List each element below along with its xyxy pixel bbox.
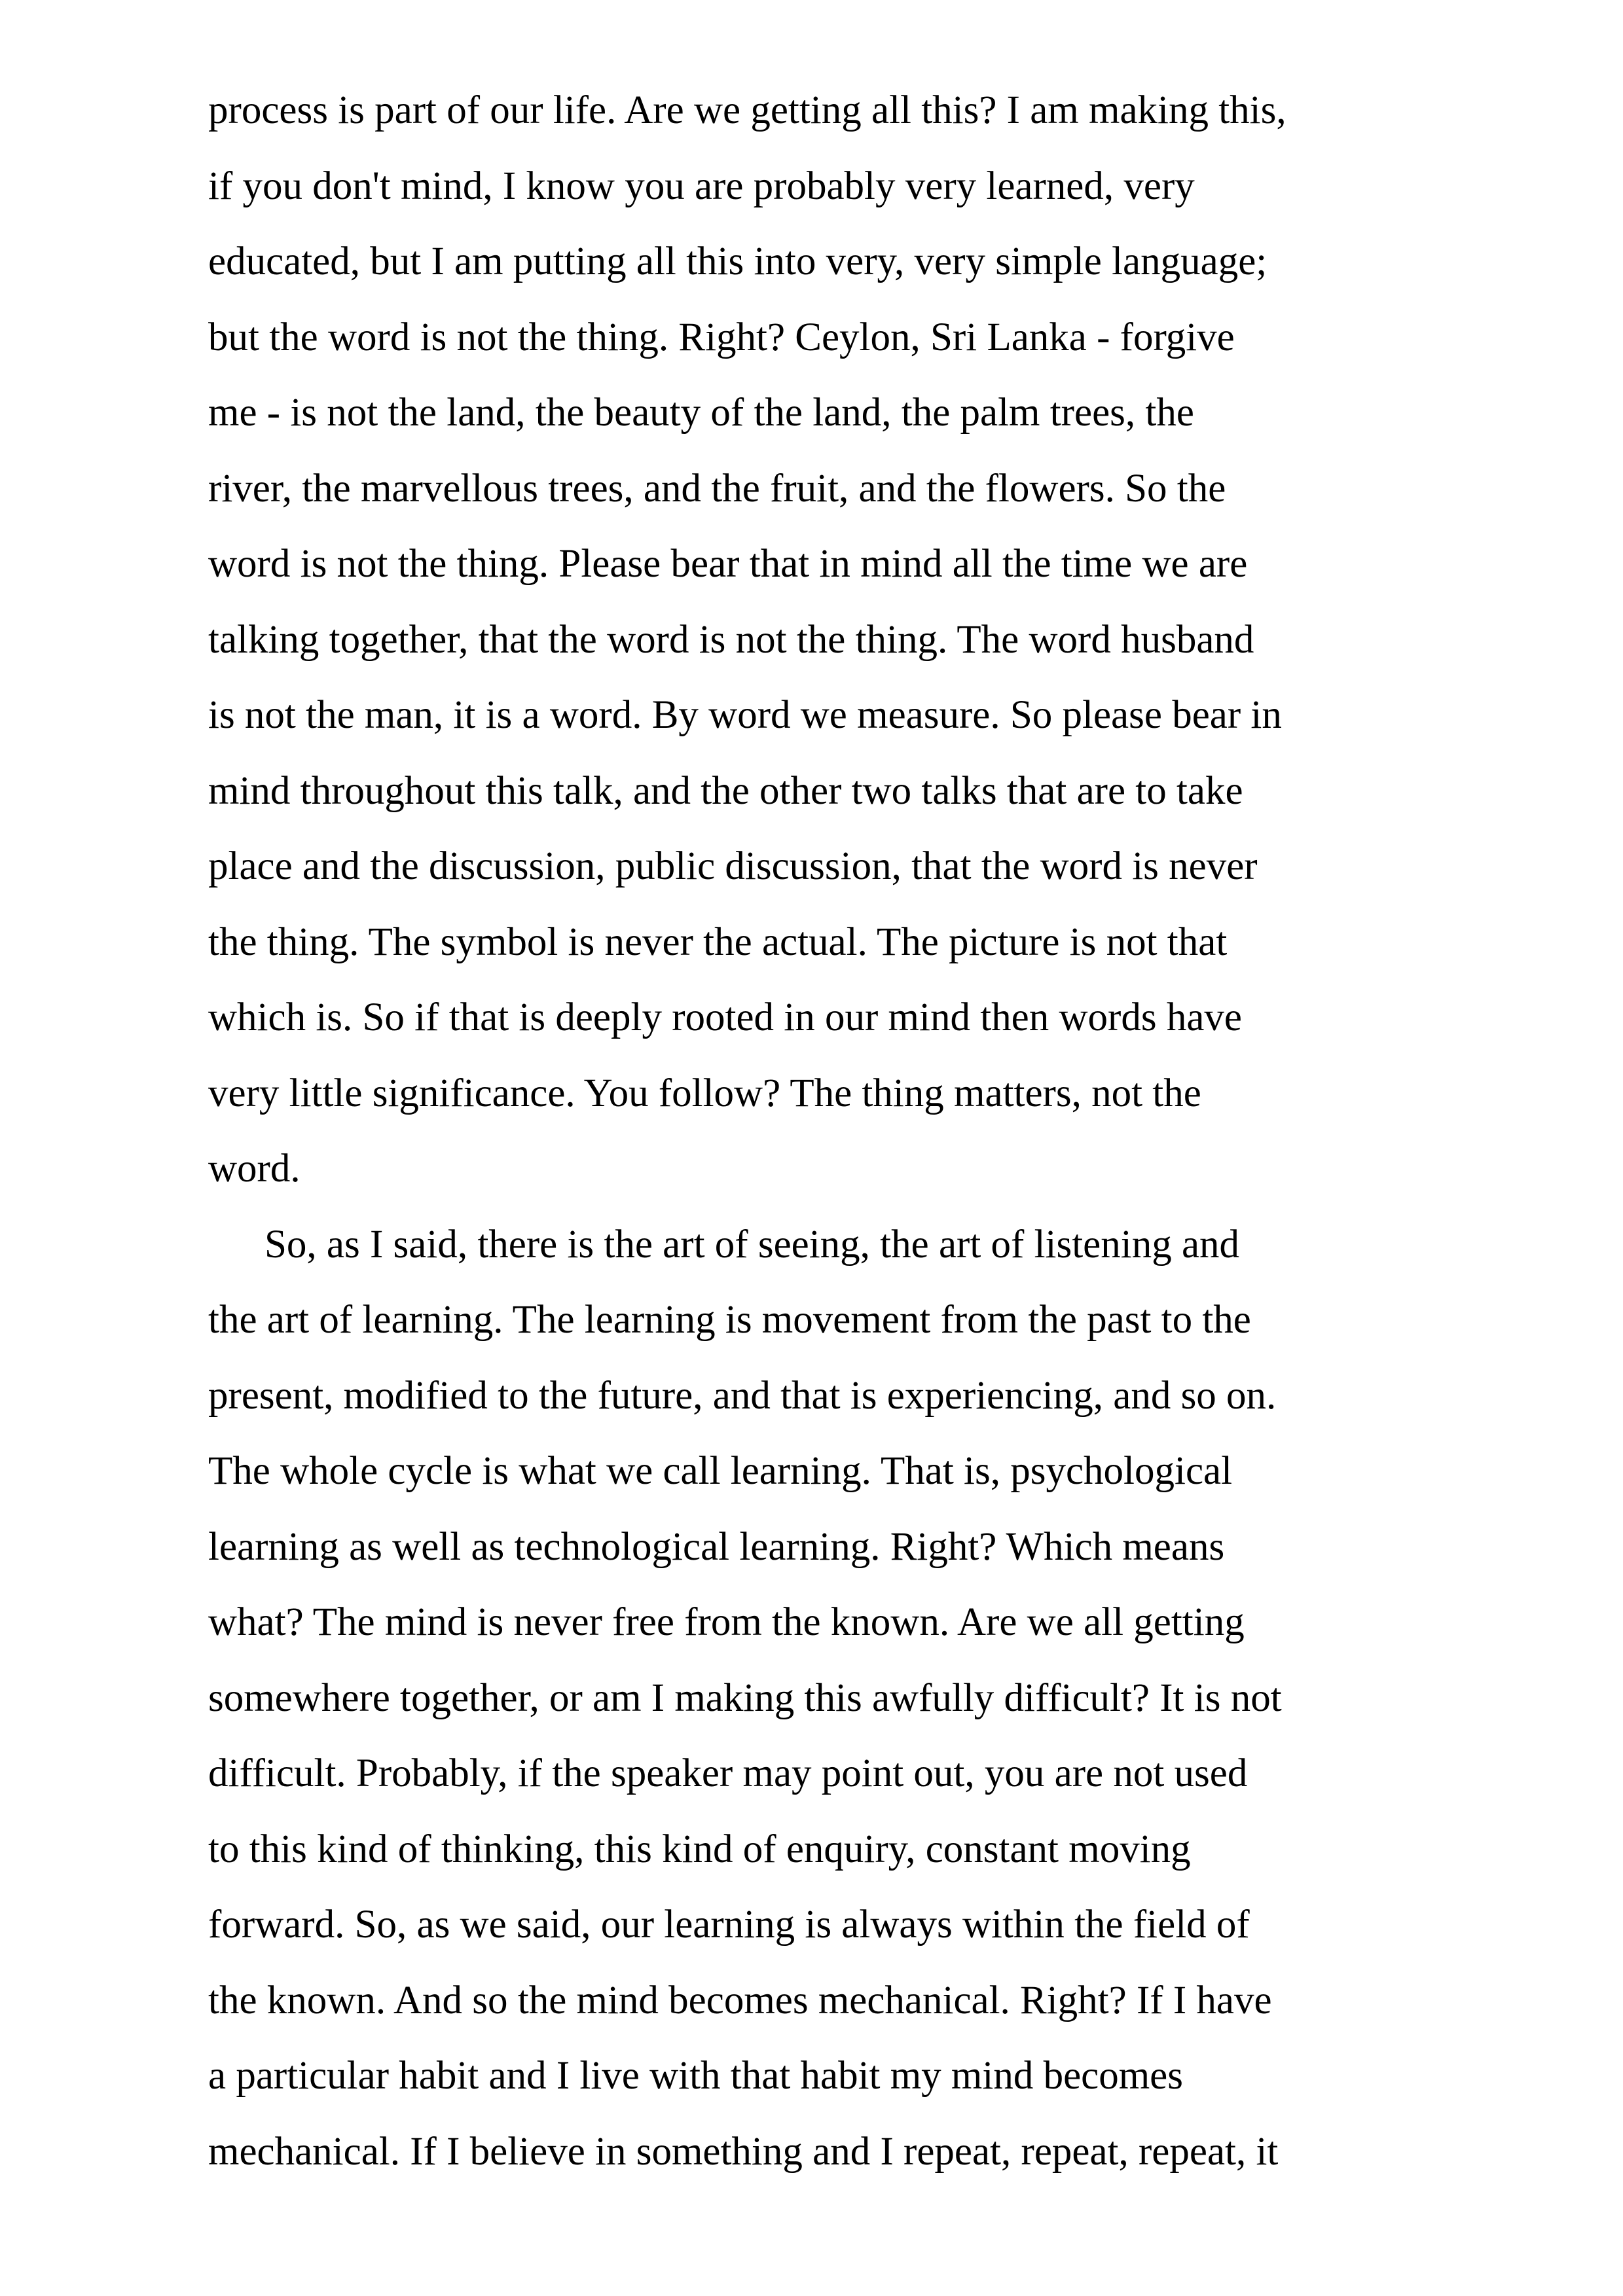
text-line: somewhere together, or am I making this awfully difficult? It is not	[208, 1676, 1282, 1720]
text-line: present, modified to the future, and that is experiencing, and so on.	[208, 1373, 1277, 1418]
text-line: educated, but I am putting all this into very, very simple language;	[208, 240, 1267, 283]
text-line: which is. So if that is deeply rooted in our mind then words have	[208, 996, 1242, 1039]
text-line: the art of learning. The learning is movement from the past to the	[208, 1298, 1251, 1342]
text-line: forward. So, as we said, our learning is always within the field of	[208, 1903, 1250, 1946]
text-line: very little significance. You follow? The thing matters, not the	[208, 1071, 1201, 1115]
text-line: word is not the thing. Please bear that in mind all the time we are	[208, 542, 1248, 586]
text-line: the thing. The symbol is never the actual. The picture is not that	[208, 920, 1228, 964]
text-line: what? The mind is never free from the known. Are we all getting	[208, 1600, 1245, 1644]
text-line: word.	[208, 1147, 301, 1191]
text-line: is not the man, it is a word. By word we measure. So please bear in	[208, 693, 1282, 737]
text-line: place and the discussion, public discussion, that the word is never	[208, 844, 1258, 888]
text-line: the known. And so the mind becomes mechanical. Right? If I have	[208, 1978, 1272, 2022]
body-text	[208, 73, 1478, 2189]
text-line: mind throughout this talk, and the other two talks that are to take	[208, 768, 1243, 813]
text-line: river, the marvellous trees, and the fruit, and the flowers. So the	[208, 466, 1226, 511]
text-line: The whole cycle is what we call learning. That is, psychological	[208, 1449, 1233, 1493]
text-line: but the word is not the thing. Right? Ceylon, Sri Lanka - forgive	[208, 315, 1235, 359]
text-line: to this kind of thinking, this kind of enquiry, constant moving	[208, 1827, 1191, 1871]
paragraph-first-line: So, as I said, there is the art of seeing, the art of listening and	[264, 1222, 1240, 1266]
text-line: me - is not the land, the beauty of the land, the palm trees, the	[208, 391, 1194, 435]
text-line: mechanical. If I believe in something and I repeat, repeat, repeat, it	[208, 2129, 1279, 2174]
text-line: learning as well as technological learning. Right? Which means	[208, 1524, 1225, 1569]
text-line: process is part of our life. Are we getting all this? I am making this,	[208, 88, 1286, 132]
text-line: a particular habit and I live with that habit my mind becomes	[208, 2054, 1183, 2098]
text-line: talking together, that the word is not the thing. The word husband	[208, 617, 1254, 662]
text-line: if you don't mind, I know you are probably very learned, very	[208, 164, 1195, 208]
text-line: difficult. Probably, if the speaker may point out, you are not used	[208, 1751, 1248, 1795]
